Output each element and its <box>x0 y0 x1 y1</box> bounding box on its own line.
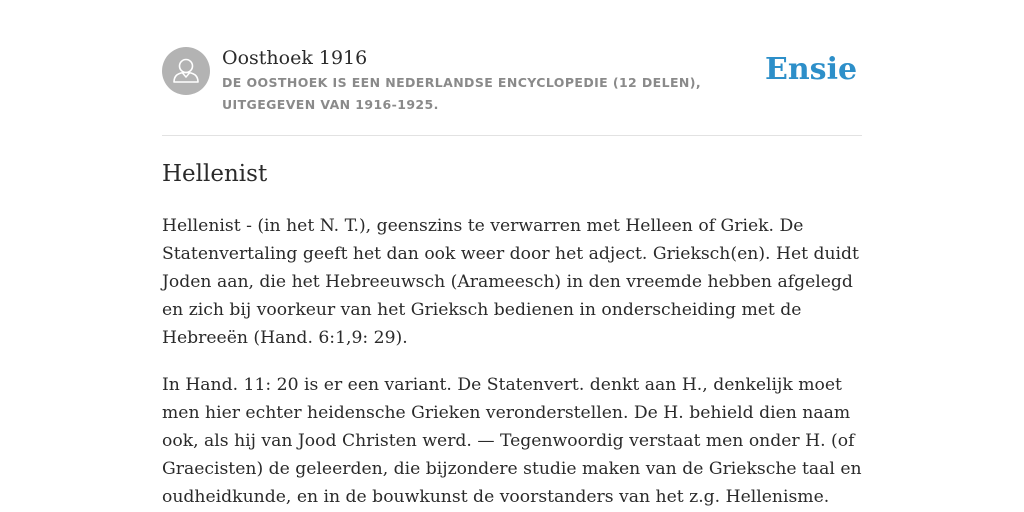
article-paragraph: In Hand. 11: 20 is er een variant. De Statenvert. denkt aan H., denkelijk moet men hier echter heidensche Grieken veronderstellen. De H. behield dien naam ook, als hij van Jood Christen werd. — Tegenwoordig verstaat men onder H. (of Graecisten) de geleerden, die bijzondere studie maken van de Grieksche taal en oudheidkunde, en in de bouwkunst de voorstanders van het z.g. Hellenisme. <box>162 375 862 507</box>
article-paragraph: Hellenist - (in het N. T.), geenszins te verwarren met Helleen of Griek. De Statenvertaling geeft het dan ook weer door het adject. Grieksch(en). Het duidt Joden aan, die het Hebreeuwsch (Arameesch) in den vreemde hebben afgelegd en zich bij voorkeur van het Grieksch bedienen in onderscheiding met de Hebreeën (Hand. 6:1,9: 29). <box>162 216 859 348</box>
article-body <box>162 212 866 512</box>
source-title[interactable]: Oosthoek 1916 <box>222 47 368 69</box>
source-header <box>162 46 862 116</box>
article-title: Hellenist <box>162 161 268 187</box>
header-divider <box>162 135 862 136</box>
ensie-logo[interactable]: Ensie <box>765 52 858 87</box>
source-description: DE OOSTHOEK IS EEN NEDERLANDSE ENCYCLOPEDIE (12 DELEN), UITGEGEVEN VAN 1916-1925. <box>222 75 702 112</box>
user-avatar-icon[interactable] <box>162 47 210 95</box>
